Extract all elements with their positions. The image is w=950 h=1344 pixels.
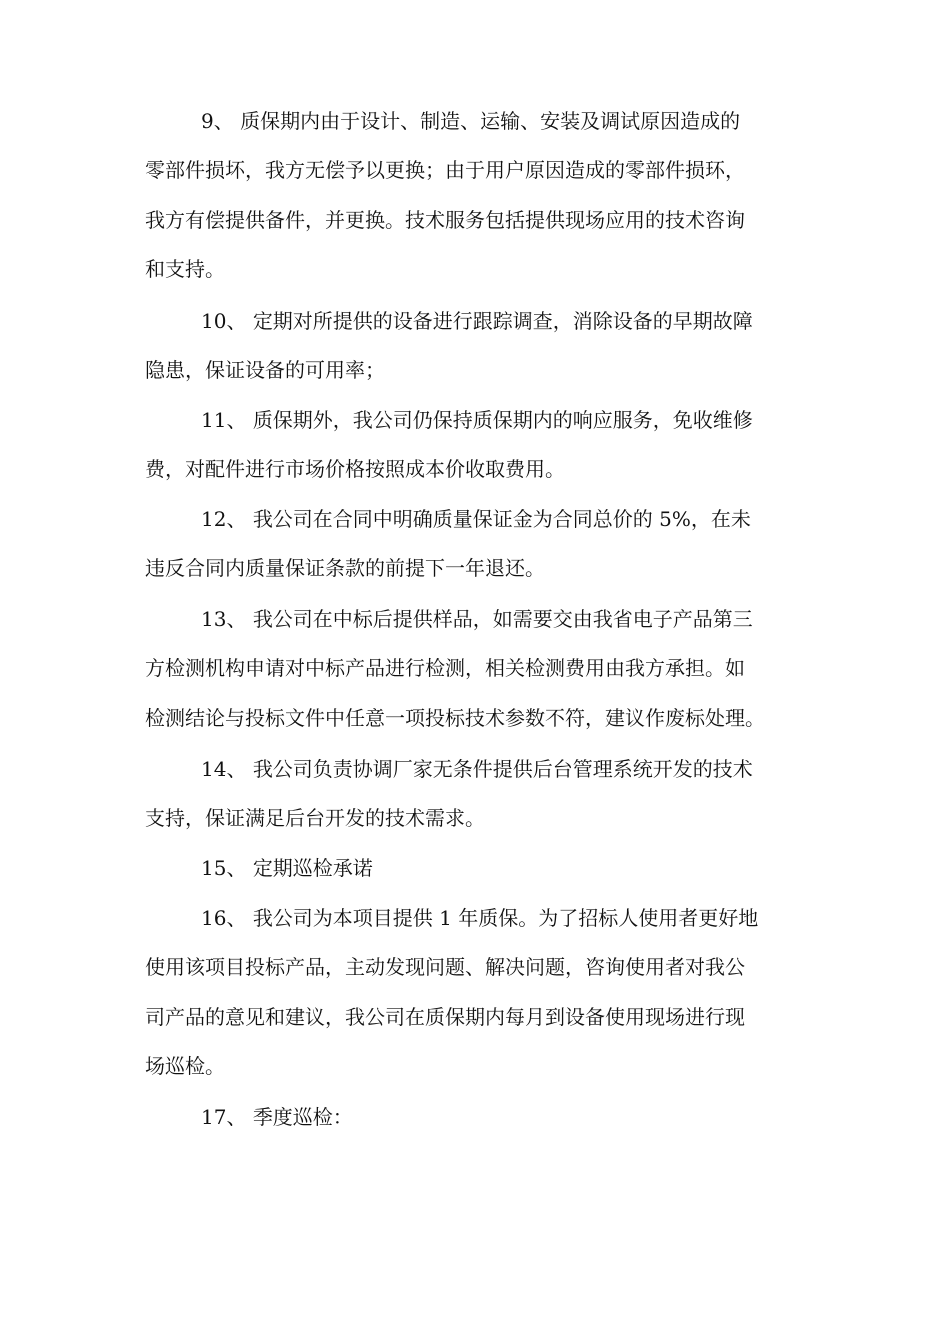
clause-number: 9、 bbox=[201, 109, 234, 133]
clause-15 bbox=[145, 844, 815, 893]
clause-line: 司产品的意见和建议，我公司在质保期内每月到设备使用现场进行现 bbox=[145, 1004, 745, 1029]
clause-line: 支持，保证满足后台开发的技术需求。 bbox=[145, 806, 485, 831]
clause-number: 11、 bbox=[201, 408, 247, 432]
clause-line: 定期对所提供的设备进行跟踪调查，消除设备的早期故障 bbox=[252, 309, 753, 333]
clause-11 bbox=[145, 396, 815, 495]
clause-line: 我方有偿提供备件，并更换。技术服务包括提供现场应用的技术咨询 bbox=[145, 207, 745, 232]
clause-number: 12、 bbox=[201, 507, 247, 531]
clause-13 bbox=[145, 595, 815, 743]
clause-line: 和支持。 bbox=[145, 256, 225, 281]
clause-line: 我公司负责协调厂家无条件提供后台管理系统开发的技术 bbox=[252, 757, 753, 781]
clause-line: 质保期内由于设计、制造、运输、安装及调试原因造成的 bbox=[240, 109, 741, 133]
clause-line: 违反合同内质量保证条款的前提下一年退还。 bbox=[145, 556, 545, 581]
clause-number: 15、 bbox=[201, 856, 247, 880]
clause-line: 季度巡检： bbox=[252, 1105, 353, 1129]
clause-number: 14、 bbox=[201, 757, 247, 781]
clause-line: 定期巡检承诺 bbox=[252, 856, 373, 880]
clause-line: 我公司在中标后提供样品，如需要交由我省电子产品第三 bbox=[252, 607, 753, 631]
clause-14 bbox=[145, 745, 815, 844]
clause-number: 10、 bbox=[201, 309, 247, 333]
clause-9 bbox=[145, 97, 815, 294]
clause-line: 零部件损坏，我方无偿予以更换；由于用户原因造成的零部件损环， bbox=[145, 158, 745, 183]
clause-line: 方检测机构申请对中标产品进行检测，相关检测费用由我方承担。如 bbox=[145, 656, 745, 681]
clause-17 bbox=[145, 1093, 815, 1142]
clause-line: 费，对配件进行市场价格按照成本价收取费用。 bbox=[145, 457, 565, 482]
clause-line: 隐患，保证设备的可用率； bbox=[145, 358, 385, 383]
clause-line: 我公司在合同中明确质量保证金为合同总价的 5%，在未 bbox=[252, 507, 751, 531]
clause-line: 我公司为本项目提供 1 年质保。为了招标人使用者更好地 bbox=[252, 906, 759, 930]
clause-number: 17、 bbox=[201, 1105, 247, 1129]
clause-16 bbox=[145, 894, 815, 1091]
clause-line: 检测结论与投标文件中任意一项投标技术参数不符，建议作废标处理。 bbox=[145, 705, 765, 730]
clause-12 bbox=[145, 495, 815, 594]
clause-line: 场巡检。 bbox=[145, 1053, 225, 1078]
clause-line: 质保期外，我公司仍保持质保期内的响应服务，免收维修 bbox=[252, 408, 753, 432]
clause-number: 13、 bbox=[201, 607, 247, 631]
clause-number: 16、 bbox=[201, 906, 247, 930]
clause-10 bbox=[145, 297, 815, 396]
clause-line: 使用该项目投标产品，主动发现问题、解决问题，咨询使用者对我公 bbox=[145, 955, 745, 980]
